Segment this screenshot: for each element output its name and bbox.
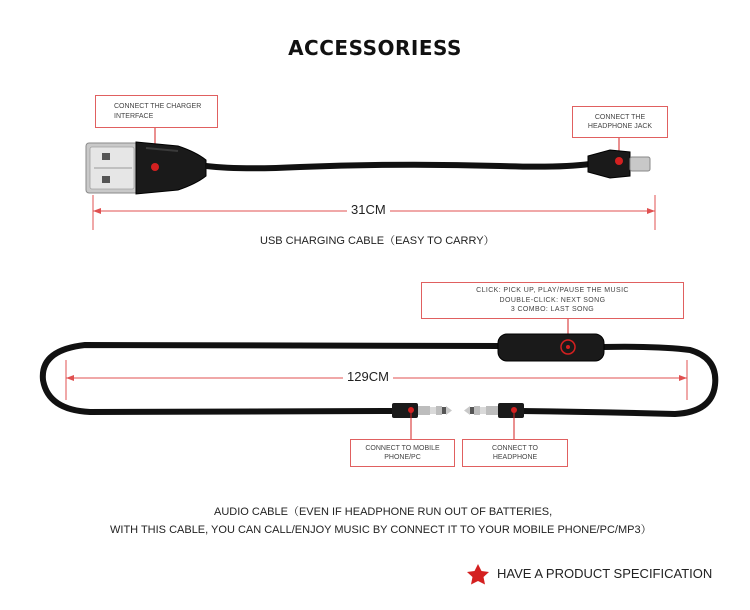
usb-length-label: 31CM [347, 202, 390, 217]
callout-mobile-phone: CONNECT TO MOBILE PHONE/PC [350, 439, 455, 467]
page-title: ACCESSORIESS [288, 36, 462, 60]
marker-dot-headphone-jack [615, 157, 623, 165]
audio-caption-line1: AUDIO CABLE（EVEN IF HEADPHONE RUN OUT OF BATTERIES, [214, 506, 553, 518]
micro-usb-housing [588, 150, 630, 178]
inline-remote [498, 334, 604, 361]
callout-headphone: CONNECT TO HEADPHONE [462, 439, 568, 467]
callout-headphone-jack: CONNECT THE HEADPHONE JACK [572, 106, 668, 138]
marker-dot-charger [151, 163, 159, 171]
audio-length-label: 129CM [343, 369, 393, 384]
marker-dot-mobile [408, 407, 414, 413]
usb-a-plug-icon [86, 143, 138, 193]
usb-cable [206, 164, 590, 168]
callout-remote-controls: CLICK: PICK UP, PLAY/PAUSE THE MUSIC DOUBLE-CLICK: NEXT SONG 3 COMBO: LAST SONG [421, 282, 684, 319]
micro-usb-tip-icon [630, 157, 650, 171]
footer-specification-text: HAVE A PRODUCT SPECIFICATION [497, 566, 713, 581]
audio-caption-line2: WITH THIS CABLE, YOU CAN CALL/ENJOY MUSIC BY CONNECT IT TO YOUR MOBILE PHONE/PC/MP3） [110, 524, 652, 536]
callout-charger-interface: CONNECT THE CHARGER INTERFACE [95, 95, 218, 128]
audio-jack-left-icon [392, 403, 452, 418]
marker-dot-headphone [511, 407, 517, 413]
usb-caption: USB CHARGING CABLE（EASY TO CARRY） [260, 235, 495, 247]
star-icon [467, 564, 489, 585]
